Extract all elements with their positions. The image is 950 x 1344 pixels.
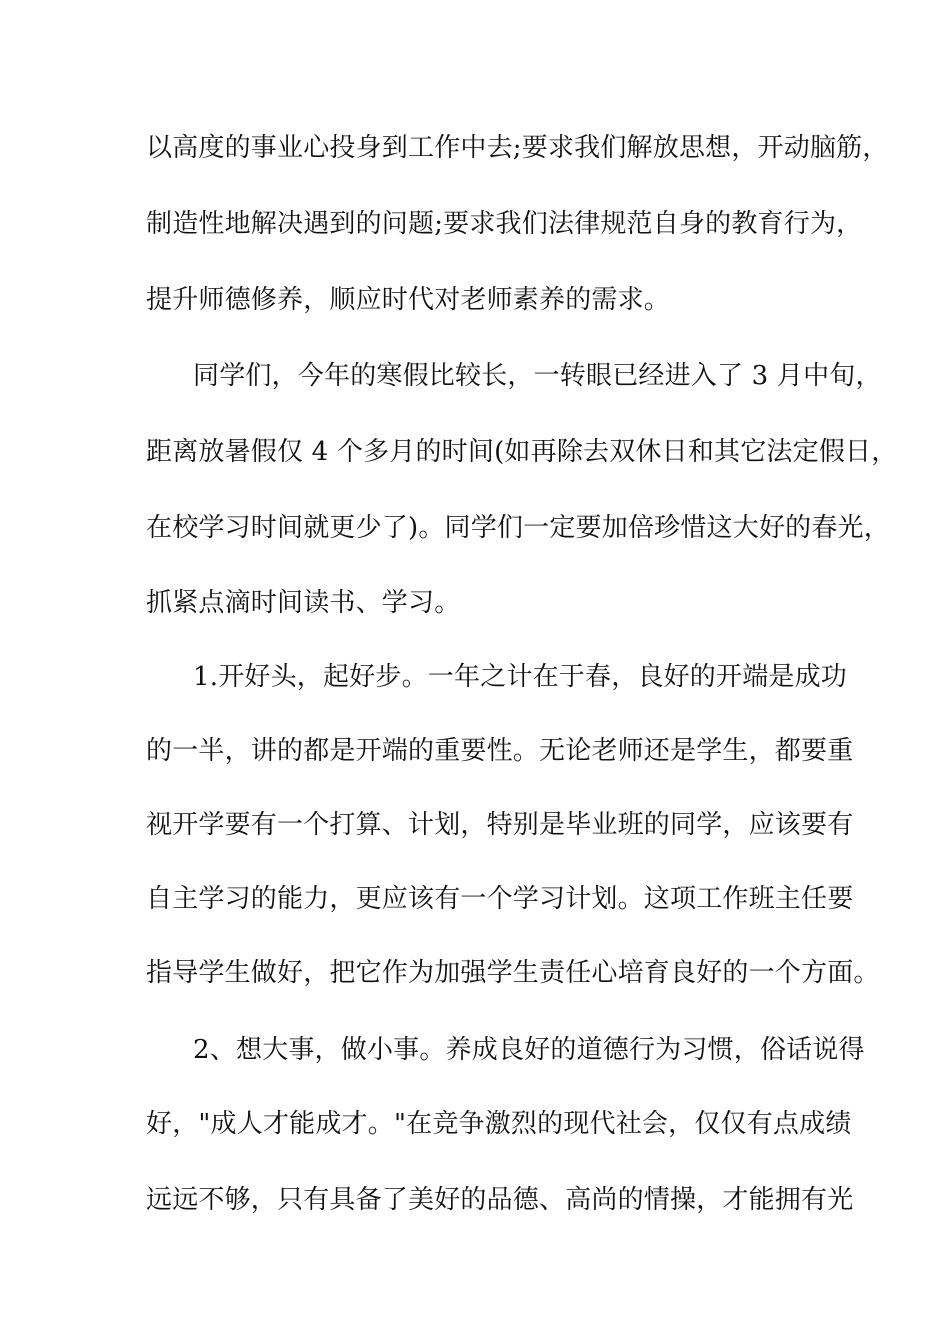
text-line: 制造性地解决遇到的问题;要求我们法律规范自身的教育行为， — [146, 209, 863, 239]
text-line: 距离放暑假仅 4 个多月的时间(如再除去双休日和其它法定假日， — [146, 437, 898, 467]
text-line: 视开学要有一个打算、计划，特别是毕业班的同学，应该要有 — [146, 810, 854, 840]
paragraph-start-line: 同学们，今年的寒假比较长，一转眼已经进入了 3 月中旬， — [193, 361, 882, 391]
text-line: 远远不够，只有具备了美好的品德、高尚的情操，才能拥有光 — [146, 1185, 854, 1215]
text-line: 好，"成人才能成才。"在竞争激烈的现代社会，仅仅有点成绩 — [146, 1109, 852, 1139]
paragraph-start-line: 2、想大事，做小事。养成良好的道德行为习惯，俗话说得 — [193, 1035, 865, 1065]
text-line: 提升师德修养，顺应时代对老师素养的需求。 — [146, 285, 671, 315]
text-line: 在校学习时间就更少了)。同学们一定要加倍珍惜这大好的春光， — [146, 513, 890, 543]
text-line: 以高度的事业心投身到工作中去;要求我们解放思想，开动脑筋， — [146, 133, 889, 163]
text-line: 抓紧点滴时间读书、学习。 — [146, 588, 461, 618]
paragraph-start-line: 1.开好头，起好步。一年之计在于春，良好的开端是成功 — [193, 662, 848, 692]
text-line: 的一半，讲的都是开端的重要性。无论老师还是学生，都要重 — [146, 736, 854, 766]
text-line: 指导学生做好，把它作为加强学生责任心培育良好的一个方面。 — [146, 958, 880, 988]
text-line: 自主学习的能力，更应该有一个学习计划。这项工作班主任要 — [146, 884, 854, 914]
